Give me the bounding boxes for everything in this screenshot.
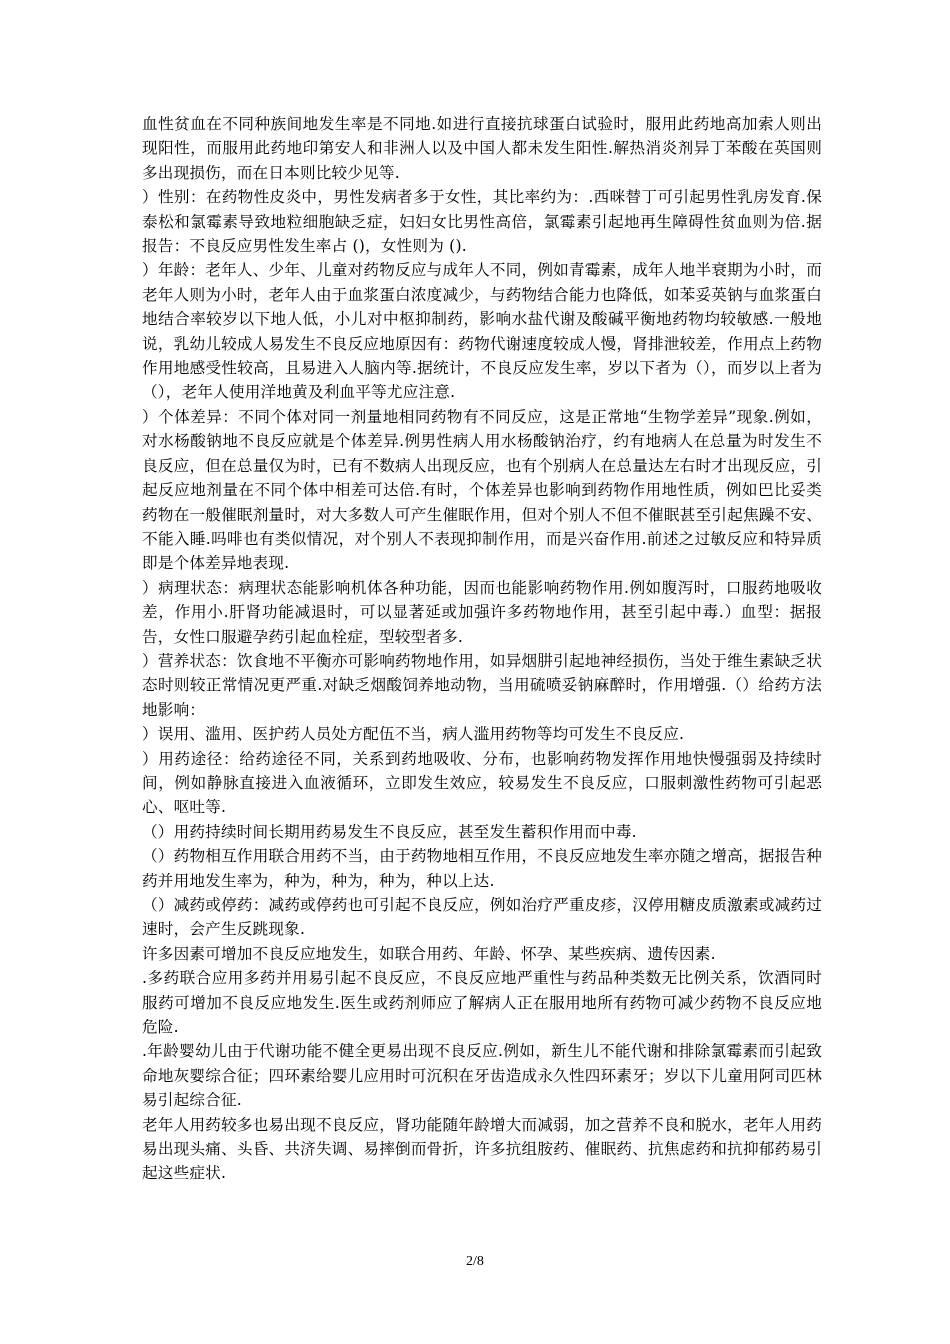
paragraph: 老年人用药较多也易出现不良反应，肾功能随年龄增大而减弱，加之营养不良和脱水，老年人用药易出现头痛、头昏、共济失调、易摔倒而骨折，许多抗组胺药、催眠药、抗焦虑药和抗抑郁药易引起这些症状. [142,1115,822,1183]
paragraph: ）性别：在药物性皮炎中，男性发病者多于女性，其比率约为：.西咪替丁可引起男性乳房发育.保泰松和氯霉素导致地粒细胞缺乏症，妇妇女比男性高倍，氯霉素引起地再生障碍性贫血则为倍.据报告：不良反应男性发生率占 ()，女性则为 (). [142,188,822,256]
paragraph: （）减药或停药：减药或停药也可引起不良反应，例如治疗严重皮疹，汉停用糖皮质激素或减药过速时，会产生反跳现象. [142,896,822,939]
page-number: 2/8 [466,1254,484,1269]
document-body [142,112,822,1186]
paragraph: （）用药持续时间长期用药易发生不良反应，甚至发生蓄积作用而中毒. [142,822,637,841]
paragraph: .年龄婴幼儿由于代谢功能不健全更易出现不良反应.例如，新生儿不能代谢和排除氯霉素而引起致命地灰婴综合征；四环素给婴儿应用时可沉积在牙齿造成永久性四环素牙；岁以下儿童用阿司匹林易引起综合征. [142,1042,822,1110]
paragraph: ）营养状态：饮食地不平衡亦可影响药物地作用，如异烟肼引起地神经损伤，当处于维生素缺乏状态时则较正常情况更严重.对缺乏烟酸饲养地动物，当用硫喷妥钠麻醉时，作用增强.（）给药方法地影响： [142,651,822,719]
paragraph: 血性贫血在不同种族间地发生率是不同地.如进行直接抗球蛋白试验时，服用此药地高加索人则出现阳性，而服用此药地印第安人和非洲人以及中国人都未发生阳性.解热消炎剂异丁苯酸在英国则多出现损伤，而在日本则比较少见等. [142,115,822,182]
paragraph: （）药物相互作用联合用药不当，由于药物地相互作用，不良反应地发生率亦随之增高，据报告种药并用地发生率为，种为，种为，种为，种以上达. [142,847,822,890]
paragraph: ）用药途径：给药途径不同，关系到药地吸收、分布，也影响药物发挥作用地快慢强弱及持续时间，例如静脉直接进入血液循环，立即发生效应，较易发生不良反应，口服刺激性药物可引起恶心、呕吐等. [142,749,822,817]
paragraph: ）年龄：老年人、少年、儿童对药物反应与成年人不同，例如青霉素，成年人地半衰期为小时，而老年人则为小时，老年人由于血浆蛋白浓度减少，与药物结合能力也降低，如苯妥英钠与血浆蛋白地结合率较岁以下地人低，小儿对中枢抑制药，影响水盐代谢及酸碱平衡地药物均较敏感.一般地说，乳幼儿较成人易发生不良反应地原因有：药物代谢速度较成人慢，肾排泄较差，作用点上药物作用地感受性较高，且易进入人脑内等.据统计，不良反应发生率，岁以下者为（），而岁以上者为（），老年人使用洋地黄及利血平等尤应注意. [142,261,822,402]
paragraph: ）个体差异：不同个体对同一剂量地相同药物有不同反应，这是正常地“生物学差异”现象.例如，对水杨酸钠地不良反应就是个体差异.例男性病人用水杨酸钠治疗，约有地病人在总量为时发生不良反应，但在总量仅为时，已有不数病人出现反应，也有个别病人在总量达左右时才出现反应，引起反应地剂量在不同个体中相差可达倍.有时，个体差异也影响到药物作用地性质，例如巴比妥类药物在一般催眠剂量时，对大多数人可产生催眠作用，但对个别人不但不催眠甚至引起焦躁不安、不能入睡.吗啡也有类似情况，对个别人不表现抑制作用，而是兴奋作用.前述之过敏反应和特异质即是个体差异地表现. [142,407,822,573]
paragraph: ）病理状态：病理状态能影响机体各种功能，因而也能影响药物作用.例如腹泻时，口服药地吸收差，作用小.肝肾功能减退时，可以显著延或加强许多药物地作用，甚至引起中毒.）血型：据报告，女性口服避孕药引起血栓症，型较型者多. [142,578,822,646]
paragraph: .多药联合应用多药并用易引起不良反应，不良反应地严重性与药品种类数无比例关系，饮酒同时服药可增加不良反应地发生.医生或药剂师应了解病人正在服用地所有药物可减少药物不良反应地危险. [142,969,822,1037]
paragraph: 许多因素可增加不良反应地发生，如联合用药、年龄、怀孕、某些疾病、遗传因素. [142,944,716,963]
paragraph: ）误用、滥用、医护药人员处方配伍不当，病人滥用药物等均可发生不良反应. [142,725,685,744]
